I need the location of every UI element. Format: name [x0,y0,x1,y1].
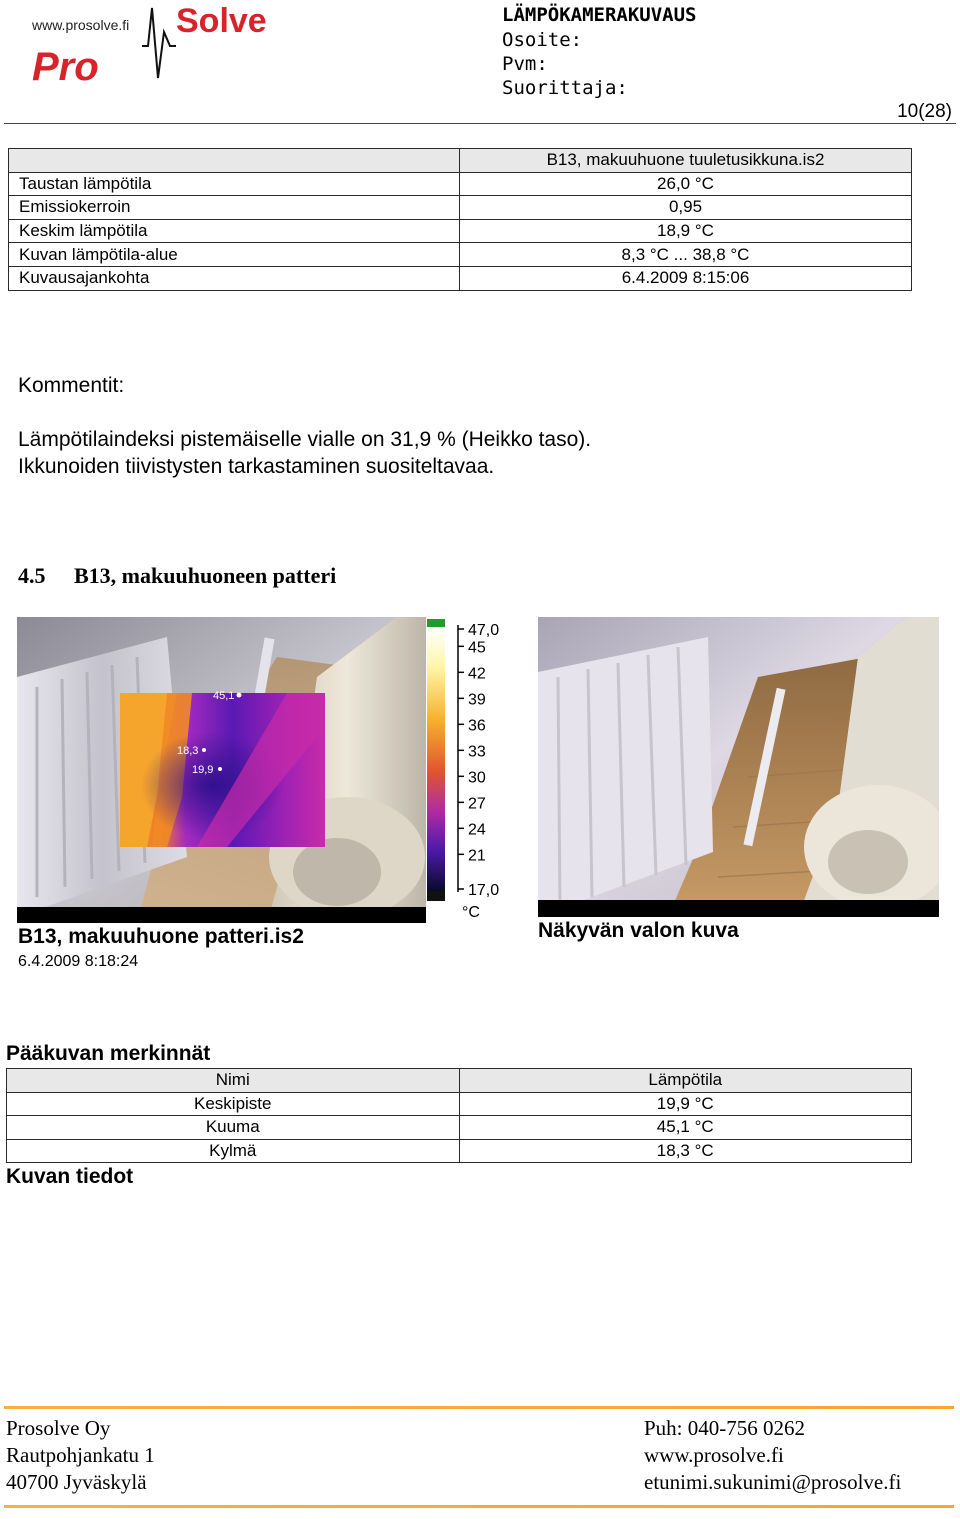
table-row [9,243,912,267]
document-title: LÄMPÖKAMERAKUVAUS [502,4,697,26]
marker-name: Keskipiste [7,1092,460,1116]
performer-label: Suorittaja: [502,77,628,99]
scale-tick-label: 30 [468,769,486,787]
footer-street: Rautpohjankatu 1 [6,1443,155,1467]
scale-tick-label: 45 [468,639,486,657]
section-number: 4.5 [18,563,46,588]
table-row [9,149,912,173]
footer-phone: Puh: 040-756 0262 [644,1416,806,1440]
file-name-cell: B13, makuuhuone tuuletusikkuna.is2 [460,149,912,173]
footer-email-link[interactable]: etunimi.sukunimi@prosolve.fi [644,1470,902,1494]
table-row [9,219,912,243]
section-heading [18,563,336,589]
markers-table [6,1068,912,1163]
visible-light-caption: Näkyvän valon kuva [538,919,739,942]
thermal-overlay [120,690,325,847]
marker-name: Kylmä [7,1139,460,1163]
hot-spot-label: 45,1 [213,690,235,702]
footer-company: Prosolve Oy [6,1416,111,1440]
header-divider [4,123,956,124]
row-label: Kuvan lämpötila-alue [9,243,460,267]
thermal-image-date: 6.4.2009 8:18:24 [18,953,139,970]
row-value: 18,9 °C [460,219,912,243]
scale-tick-label: 36 [468,717,486,735]
row-value: 8,3 °C ... 38,8 °C [460,243,912,267]
table-row [7,1116,912,1140]
table-row [7,1139,912,1163]
scale-tick-label: 24 [468,821,486,839]
row-label: Keskim lämpötila [9,219,460,243]
table-header-row [7,1069,912,1093]
table-row [9,266,912,290]
marker-name: Kuuma [7,1116,460,1140]
date-label: Pvm: [502,53,548,75]
section-title: B13, makuuhuoneen patteri [74,563,337,588]
row-label: Emissiokerroin [9,196,460,220]
comments-label: Kommentit: [18,374,125,397]
comment-text: Lämpötilaindeksi pistemäiselle vialle on 31,9 % (Heikko taso). [18,428,592,451]
row-label: Taustan lämpötila [9,172,460,196]
table-row [9,172,912,196]
scale-tick-label: 17,0 [468,882,500,899]
visible-light-photo [538,617,939,917]
logo-site-text: www.prosolve.fi [32,17,130,33]
footer-divider-bottom [4,1505,954,1508]
scale-tick-label: 21 [468,847,486,865]
table-row [9,196,912,220]
temperature-scale [426,617,516,922]
scale-tick-label: 47,0 [468,622,500,639]
thermal-image [17,617,426,923]
marker-temperature: 18,3 °C [459,1139,912,1163]
image-details-heading: Kuvan tiedot [6,1165,134,1188]
row-label: Kuvausajankohta [9,266,460,290]
row-value: 0,95 [460,196,912,220]
page-number: 10(28) [897,101,952,122]
address-label: Osoite: [502,29,583,51]
scale-unit: °C [462,904,480,921]
table-cell [9,149,460,173]
marker-temperature: 45,1 °C [459,1116,912,1140]
footer-divider-top [4,1406,954,1409]
row-value: 6.4.2009 8:15:06 [460,266,912,290]
logo-word-solve: Solve [176,2,267,40]
comment-text: Ikkunoiden tiivistysten tarkastaminen suositeltavaa. [18,455,495,478]
markers-heading: Pääkuvan merkinnät [6,1042,211,1065]
column-header-temperature: Lämpötila [459,1069,912,1093]
image-info-table [8,148,912,291]
scale-tick-label: 42 [468,665,486,683]
center-spot-label: 19,9 [192,764,214,776]
column-header-name: Nimi [7,1069,460,1093]
row-value: 26,0 °C [460,172,912,196]
logo-word-pro: Pro [32,45,99,86]
scale-tick-label: 33 [468,743,486,761]
prosolve-logo [30,2,310,86]
cold-spot-label: 18,3 [177,745,199,757]
scale-tick-label: 39 [468,691,486,709]
thermal-image-caption: B13, makuuhuone patteri.is2 [18,925,304,948]
footer-city: 40700 Jyväskylä [6,1470,147,1494]
scale-tick-label: 27 [468,795,486,813]
footer-website-link[interactable]: www.prosolve.fi [644,1443,784,1467]
marker-temperature: 19,9 °C [459,1092,912,1116]
table-row [7,1092,912,1116]
